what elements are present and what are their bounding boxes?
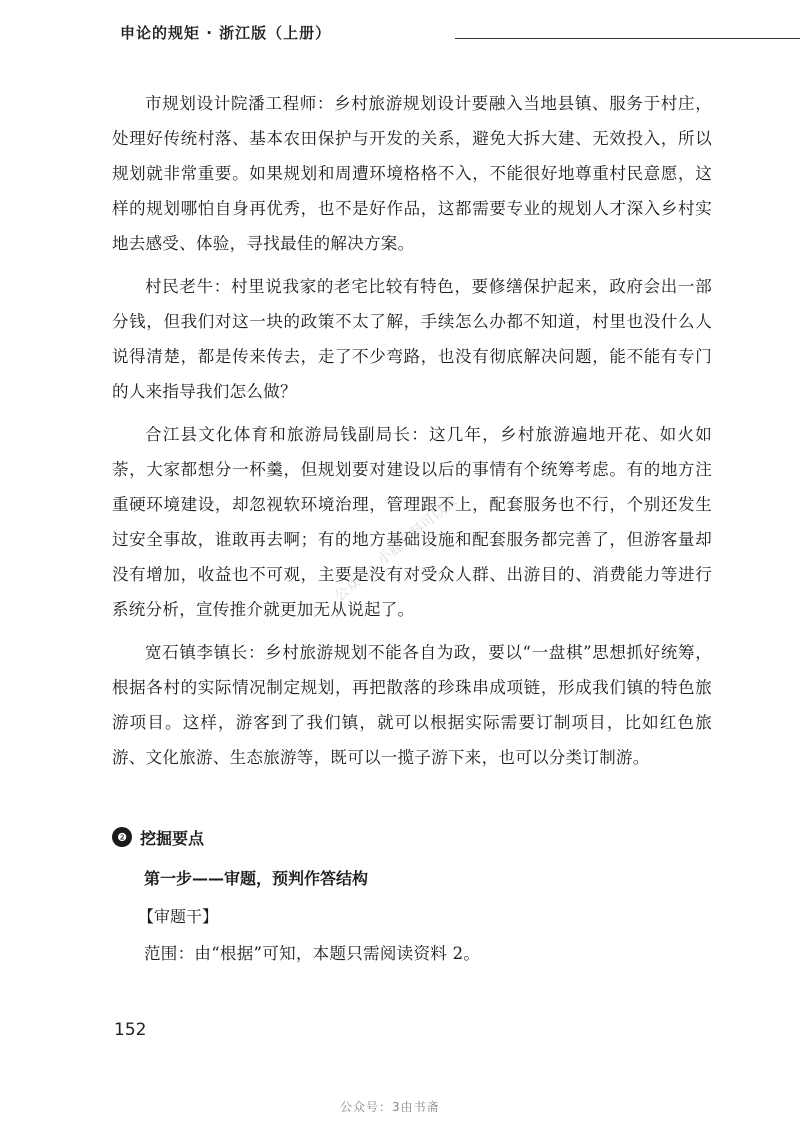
header-title: 申论的规矩 · 浙江版（上册） <box>120 24 332 42</box>
paragraph-villager: 村民老牛：村里说我家的老宅比较有特色，要修缮保护起来，政府会出一部分钱，但我们对这一块的政策不太了解，手续怎么办都不知道，村里也没什么人说得清楚，都是传来传去，走了不少弯路，也没有彻底解决问题，能不能有专门的人来指导我们怎么做？ <box>112 277 712 401</box>
section-title: 挖掘要点 <box>140 828 205 848</box>
numbered-bullet-icon: ❷ <box>112 827 132 847</box>
header-rule <box>455 38 800 39</box>
paragraph-town-head: 宽石镇李镇长：乡村旅游规划不能各自为政，要以“一盘棋”思想抓好统筹，根据各村的实际情况制定规划，再把散落的珍珠串成项链，形成我们镇的特色旅游项目。这样，游客到了我们镇，就可以根据实际需要订制项目，比如红色旅游、文化旅游、生态旅游等，既可以一揽子游下来，也可以分类订制游。 <box>112 643 712 767</box>
watermark: 公众号：小鹿有料可以获 <box>331 493 461 605</box>
range-line: 范围：由“根据”可知，本题只需阅读资料 2。 <box>144 944 481 963</box>
subhead: 【审题干】 <box>138 907 219 926</box>
step-title: 第一步——审题，预判作答结构 <box>144 869 369 888</box>
footer-stamp: 公众号：3由书斋 <box>340 1100 440 1114</box>
paragraph-tourism-bureau: 合江县文化体育和旅游局钱副局长：这几年，乡村旅游遍地开花、如火如荼，大家都想分一杯羹，但规划要对建设以后的事情有个统筹考虑。有的地方注重硬环境建设，却忽视软环境治理，管理跟不上，配套服务也不行，个别还发生过安全事故，谁敢再去啊；有的地方基础设施和配套服务都完善了，但游客量却没有增加，收益也不可观，主要是没有对受众人群、出游目的、消费能力等进行系统分析，宣传推介就更加无从说起了。 <box>112 425 712 619</box>
running-header <box>120 22 710 46</box>
paragraph-engineer: 市规划设计院潘工程师：乡村旅游规划设计要融入当地县镇、服务于村庄，处理好传统村落、基本农田保护与开发的关系，避免大拆大建、无效投入，所以规划就非常重要。如果规划和周遭环境格格不入，不能很好地尊重村民意愿，这样的规划哪怕自身再优秀，也不是好作品，这都需要专业的规划人才深入乡村实地去感受、体验，寻找最佳的解决方案。 <box>112 94 712 253</box>
page-number: 152 <box>114 1020 147 1040</box>
body-text <box>112 86 712 783</box>
section-heading <box>112 824 204 850</box>
